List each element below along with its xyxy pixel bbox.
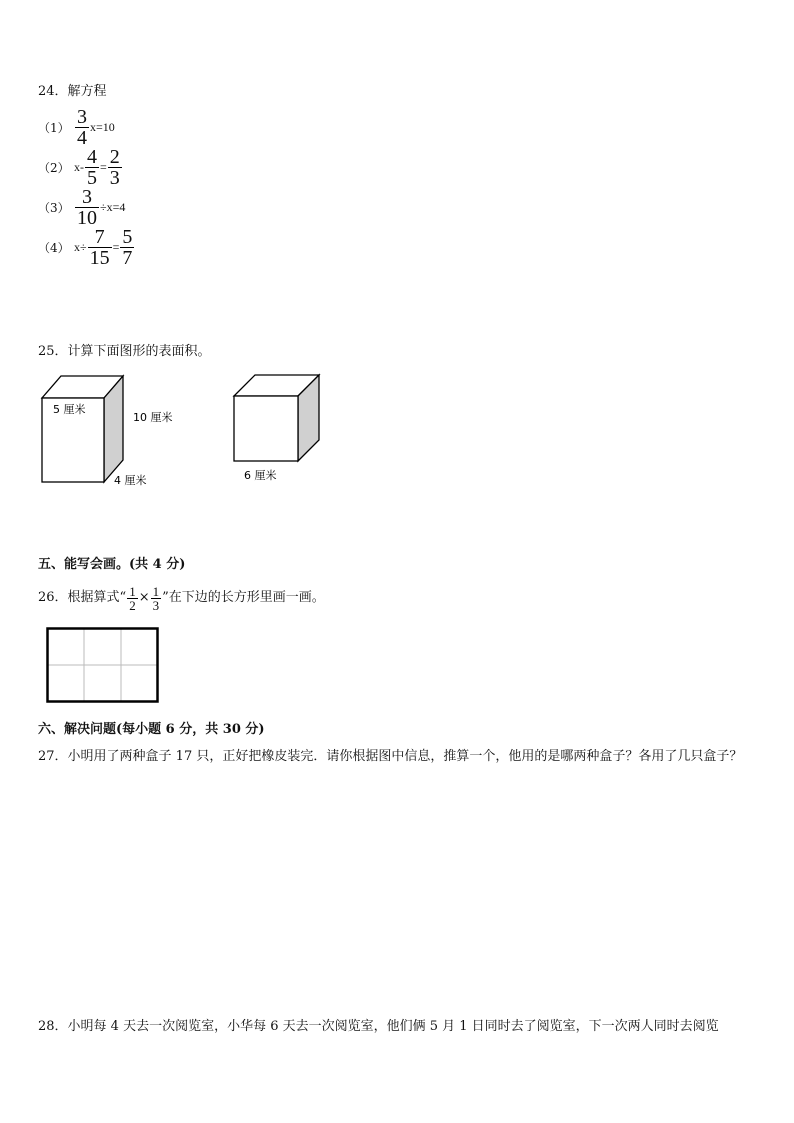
denominator: 15 bbox=[89, 246, 110, 269]
equation-label: （4） bbox=[38, 240, 70, 255]
cuboid-front-label: 5 厘米 bbox=[53, 403, 86, 416]
q25-figures bbox=[30, 368, 350, 493]
equation-1 bbox=[38, 107, 135, 147]
denominator: 7 bbox=[122, 246, 133, 269]
q28-text: 28．小明每 4 天去一次阅览室，小华每 6 天去一次阅览室，他们俩 5 月 1 日同时去了阅览室，下一次两人同时去阅览 bbox=[38, 1019, 719, 1034]
cuboid-figure bbox=[42, 376, 173, 487]
numerator: 1 bbox=[129, 583, 136, 599]
denominator: 4 bbox=[77, 126, 87, 149]
numerator: 3 bbox=[77, 105, 87, 128]
numerator: 5 bbox=[122, 225, 133, 248]
numerator: 4 bbox=[87, 145, 97, 168]
numerator: 1 bbox=[152, 583, 160, 599]
q27-text: 27．小明用了两种盒子 17 只，正好把橡皮装完．请你根据图中信息，推算一个，他用的是哪两种盒子？各用了几只盒子？ bbox=[38, 749, 743, 764]
equals-sign: = bbox=[100, 159, 107, 174]
equation-rest: ÷x=4 bbox=[100, 199, 126, 214]
equation-prefix: x- bbox=[74, 159, 84, 174]
q26-drawing-rectangle[interactable] bbox=[46, 627, 160, 703]
fraction bbox=[108, 147, 122, 188]
cuboid-depth-label: 4 厘米 bbox=[114, 474, 147, 487]
equation-label: （2） bbox=[38, 160, 70, 175]
fraction bbox=[75, 107, 89, 148]
times-sign: × bbox=[138, 590, 150, 605]
denominator: 5 bbox=[87, 166, 97, 189]
fraction bbox=[85, 147, 99, 188]
fraction bbox=[120, 227, 134, 268]
fraction bbox=[151, 585, 162, 612]
equation-3 bbox=[38, 187, 135, 227]
equation-label: （1） bbox=[38, 120, 70, 135]
fraction bbox=[127, 585, 138, 612]
section5-heading: 五、能写会画。(共 4 分) bbox=[38, 557, 186, 572]
equation-rest: x=10 bbox=[90, 119, 115, 134]
denominator: 3 bbox=[152, 597, 160, 613]
equation-label: （3） bbox=[38, 200, 70, 215]
cube-edge-label: 6 厘米 bbox=[244, 469, 277, 482]
q26-post: ”在下边的长方形里画一画。 bbox=[162, 590, 325, 605]
fraction bbox=[75, 187, 99, 228]
equation-4 bbox=[38, 227, 135, 267]
numerator: 7 bbox=[94, 225, 105, 248]
q26-line bbox=[38, 582, 325, 614]
q24-title: 24．解方程 bbox=[38, 84, 107, 99]
q25-title: 25．计算下面图形的表面积。 bbox=[38, 344, 211, 359]
cuboid-height-label: 10 厘米 bbox=[133, 411, 173, 424]
equals-sign: = bbox=[112, 239, 120, 254]
numerator: 3 bbox=[82, 185, 92, 208]
q24-equations bbox=[38, 107, 135, 267]
equation-prefix: x÷ bbox=[74, 239, 87, 254]
denominator: 2 bbox=[129, 597, 136, 613]
denominator: 10 bbox=[77, 206, 97, 229]
section6-heading: 六、解决问题(每小题 6 分，共 30 分) bbox=[38, 722, 265, 737]
equation-2 bbox=[38, 147, 135, 187]
cube-figure bbox=[234, 375, 319, 482]
fraction bbox=[88, 227, 112, 268]
denominator: 3 bbox=[109, 166, 120, 189]
numerator: 2 bbox=[109, 145, 120, 168]
cube-front-face bbox=[234, 396, 298, 461]
q26-pre: 26．根据算式“ bbox=[38, 590, 127, 605]
